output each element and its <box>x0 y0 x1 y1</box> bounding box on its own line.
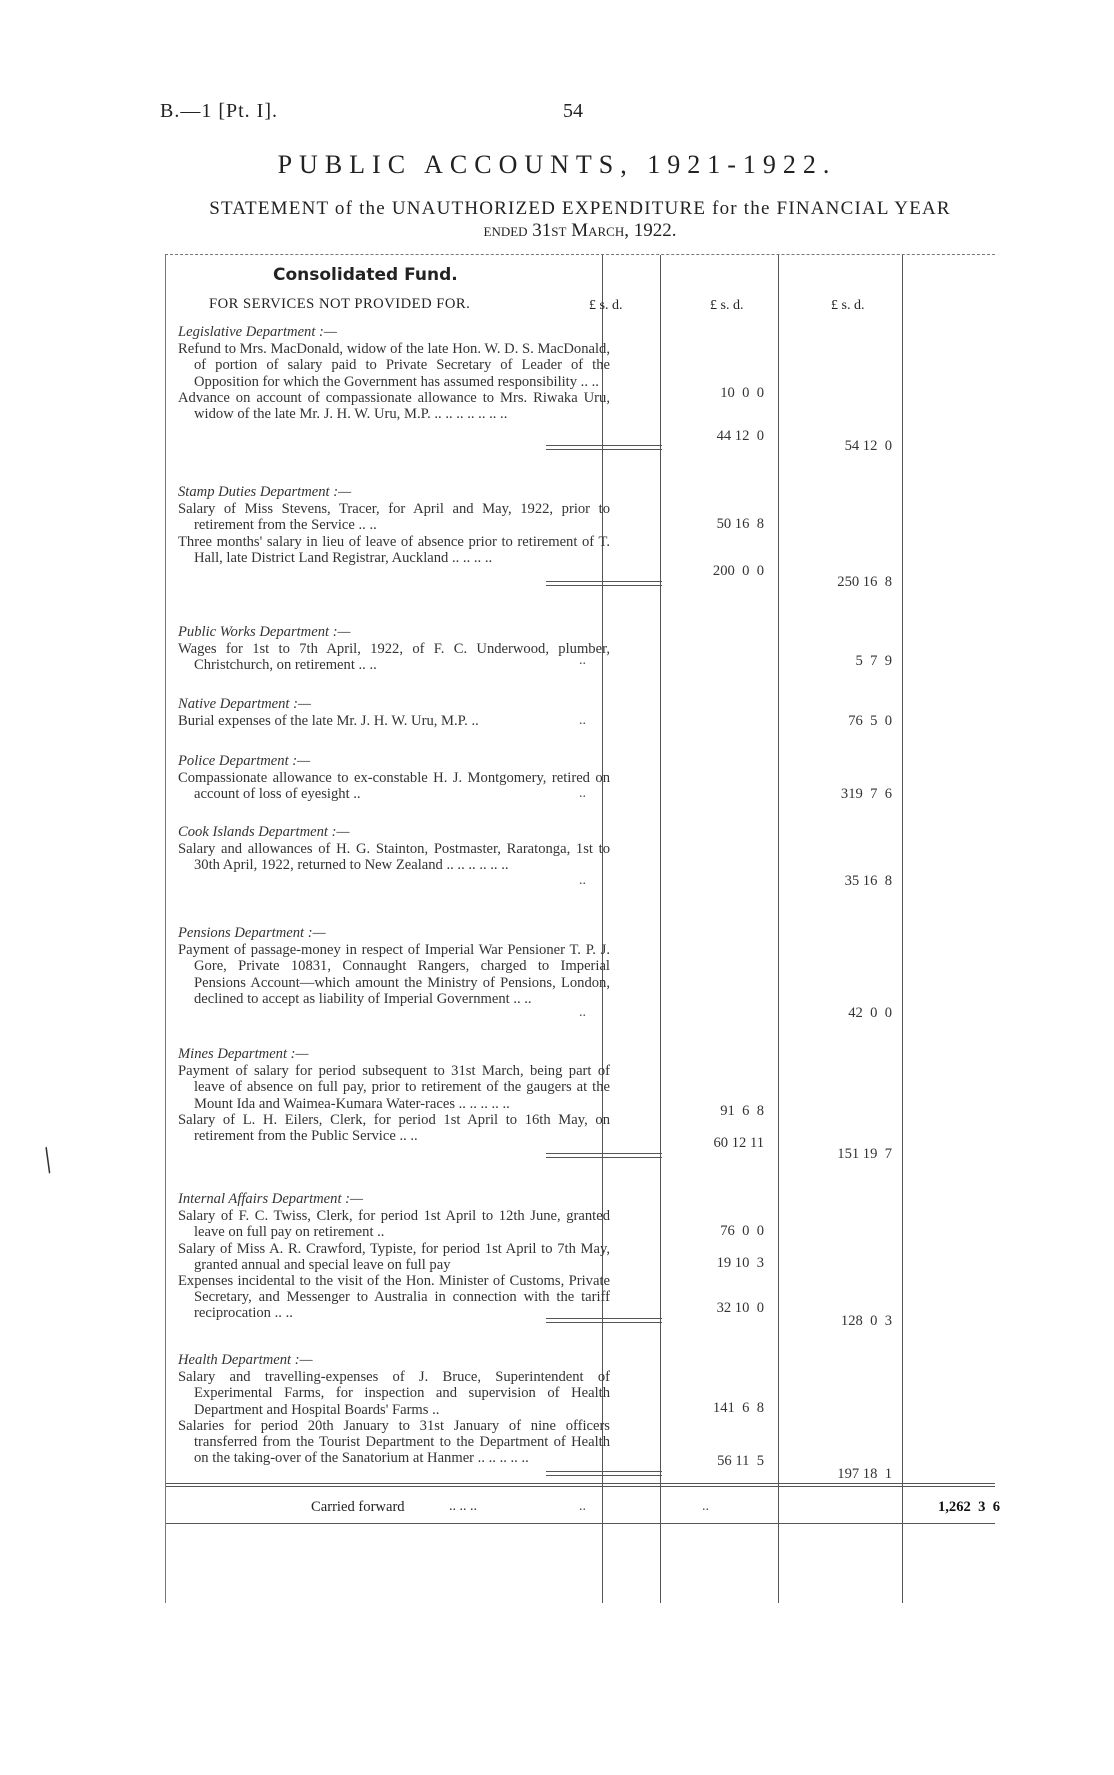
item-amount: 141 6 8 <box>712 1400 764 1416</box>
dept-name: Police Department :— <box>178 753 311 769</box>
item-amount: .. <box>579 786 586 801</box>
subtotal-rule <box>546 1471 662 1476</box>
dept-total: 5 7 9 <box>855 653 892 669</box>
item-text: Salary of F. C. Twiss, Clerk, for period 1st April to 12th June, granted leave on full pay on retirement .. <box>178 1208 610 1241</box>
item-amount: .. <box>579 1005 586 1020</box>
item-text: Salary of Miss A. R. Crawford, Typiste, for period 1st April to 7th May, granted annual and special leave on full pay <box>178 1240 610 1273</box>
item-amount: .. <box>579 713 586 728</box>
item-amount: 91 6 8 <box>720 1103 764 1119</box>
dept-name: Native Department :— <box>178 696 311 712</box>
dept-total: 128 0 3 <box>840 1313 892 1329</box>
item-text: Refund to Mrs. MacDonald, widow of the late Hon. W. D. S. MacDonald, of portion of salary paid to Private Secretary of Leader of the Opposition for which the Government has assumed responsibility .. .. <box>178 341 610 390</box>
currency-header-col1: £ s. d. <box>589 298 623 313</box>
dept-total: 197 18 1 <box>837 1466 892 1482</box>
dept-name: Health Department :— <box>178 1352 313 1368</box>
item-text: Advance on account of compassionate allowance to Mrs. Riwaka Uru, widow of the late Mr. J. H. W. Uru, M.P. .. .. .. .. .. .. .. <box>178 389 610 423</box>
carried-forward-label: Carried forward <box>311 1499 405 1515</box>
item-text: Three months' salary in lieu of leave of absence prior to retirement of T. Hall, late District Land Registrar, Auckland .. .. .. .. <box>178 533 610 566</box>
page-title: PUBLIC ACCOUNTS, 1921-1922. <box>277 150 837 179</box>
section-title: FOR SERVICES NOT PROVIDED FOR. <box>209 296 471 312</box>
dept-name: Public Works Department :— <box>178 624 351 640</box>
dept-name: Mines Department :— <box>178 1046 309 1062</box>
item-amount: 56 11 5 <box>717 1453 764 1469</box>
column-divider <box>902 255 903 1603</box>
item-text: Salary and travelling-expenses of J. Bruce, Superintendent of Experimental Farms, for inspection and supervision of Health Department and Hospital Boards' Farms .. <box>178 1369 610 1418</box>
dept-police <box>178 753 610 803</box>
dept-legislative <box>178 324 610 422</box>
table-bottom-rule <box>166 1523 995 1524</box>
statement-line-1: STATEMENT of the UNAUTHORIZED EXPENDITURE for the FINANCIAL YEAR <box>209 198 951 219</box>
item-text: Wages for 1st to 7th April, 1922, of F. C. Underwood, plumber, Christchurch, on retirement .. .. <box>178 641 610 674</box>
dept-internal-affairs <box>178 1191 610 1322</box>
currency-header-col2: £ s. d. <box>710 298 744 313</box>
page-reference: B.—1 [Pt. I]. <box>160 100 278 122</box>
dept-public-works <box>178 624 610 674</box>
statement-line-2: ended 31st March, 1922. <box>483 220 677 241</box>
dept-stamp-duties <box>178 484 610 566</box>
item-amount: .. <box>579 653 586 668</box>
carried-forward-leader: .. .. .. <box>449 1499 477 1514</box>
dept-total: 250 16 8 <box>837 574 892 590</box>
item-amount: .. <box>579 873 586 888</box>
dept-total: 35 16 8 <box>844 873 892 889</box>
dept-name: Internal Affairs Department :— <box>178 1191 363 1207</box>
dept-name: Pensions Department :— <box>178 925 326 941</box>
carried-forward-total: 1,262 3 6 <box>937 1499 1000 1515</box>
dept-name: Stamp Duties Department :— <box>178 484 352 500</box>
dept-total: 319 7 6 <box>840 786 892 802</box>
item-amount: 76 0 0 <box>720 1223 764 1239</box>
dept-pensions <box>178 925 610 1007</box>
pencil-tick-mark: ╱ <box>37 1148 60 1174</box>
dept-total: 76 5 0 <box>848 713 892 729</box>
dept-health <box>178 1352 610 1466</box>
carried-forward-rule <box>166 1483 995 1487</box>
item-text: Salary of Miss Stevens, Tracer, for April and May, 1922, prior to retirement from the Service .. .. <box>178 501 610 534</box>
item-amount: 19 10 3 <box>716 1255 764 1271</box>
item-text: Burial expenses of the late Mr. J. H. W. Uru, M.P. .. <box>178 713 479 730</box>
dept-total: 151 19 7 <box>837 1146 892 1162</box>
item-text: Salary of L. H. Eilers, Clerk, for period 1st April to 16th May, on retirement from the Public Service .. .. <box>178 1111 610 1145</box>
subtotal-rule <box>546 1318 662 1323</box>
item-amount: 60 12 11 <box>713 1135 764 1151</box>
item-text: Salaries for period 20th January to 31st January of nine officers transferred from the Tourist Department to the Department of Health on the taking-over of the Sanatorium at Hanmer .. .. .. .. .. <box>178 1417 610 1467</box>
dept-cook-islands <box>178 824 610 874</box>
page-number: 54 <box>563 100 583 122</box>
currency-header-col3: £ s. d. <box>831 298 865 313</box>
column-divider <box>778 255 779 1603</box>
dept-total: 54 12 0 <box>844 438 892 454</box>
statement-heading <box>160 198 1000 242</box>
subtotal-rule <box>546 581 662 586</box>
dept-name: Cook Islands Department :— <box>178 824 350 840</box>
item-text: Expenses incidental to the visit of the Hon. Minister of Customs, Private Secretary, and Messenger to Australia in connection with the tariff reciprocation .. .. <box>178 1273 610 1322</box>
item-amount: 200 0 0 <box>712 563 764 579</box>
dept-total: 42 0 0 <box>848 1005 892 1021</box>
carried-forward-col2: .. <box>702 1499 709 1514</box>
item-text: Salary and allowances of H. G. Stainton, Postmaster, Raratonga, 1st to 30th April, 1922, returned to New Zealand .. .. .. .. .. .. <box>178 841 610 874</box>
fund-title: Consolidated Fund. <box>273 265 458 285</box>
item-text: Payment of passage-money in respect of Imperial War Pensioner T. P. J. Gore, Private 10831, Connaught Rangers, charged to Imperial Pensions Account—which amount the Ministry of Pensions, London, declined to accept as liability of Imperial Government .. .. <box>178 942 610 1007</box>
item-text: Payment of salary for period subsequent to 31st March, being part of leave of absence on full pay, prior to retirement of the gaugers at the Mount Ida and Waimea-Kumara Water-races .. .. .. .. .. <box>178 1063 610 1112</box>
dept-native <box>178 696 610 729</box>
subtotal-rule <box>546 445 662 450</box>
subtotal-rule <box>546 1153 662 1158</box>
item-text: Compassionate allowance to ex-constable H. J. Montgomery, retired on account of loss of eyesight .. <box>178 770 610 803</box>
item-amount: 32 10 0 <box>716 1300 764 1316</box>
item-amount: 44 12 0 <box>716 428 764 444</box>
dept-name: Legislative Department :— <box>178 324 337 340</box>
dept-mines <box>178 1046 610 1144</box>
expenditure-table <box>165 254 1000 1603</box>
item-amount: 50 16 8 <box>716 516 764 532</box>
item-amount: 10 0 0 <box>720 385 764 401</box>
carried-forward-col1: .. <box>579 1499 586 1514</box>
